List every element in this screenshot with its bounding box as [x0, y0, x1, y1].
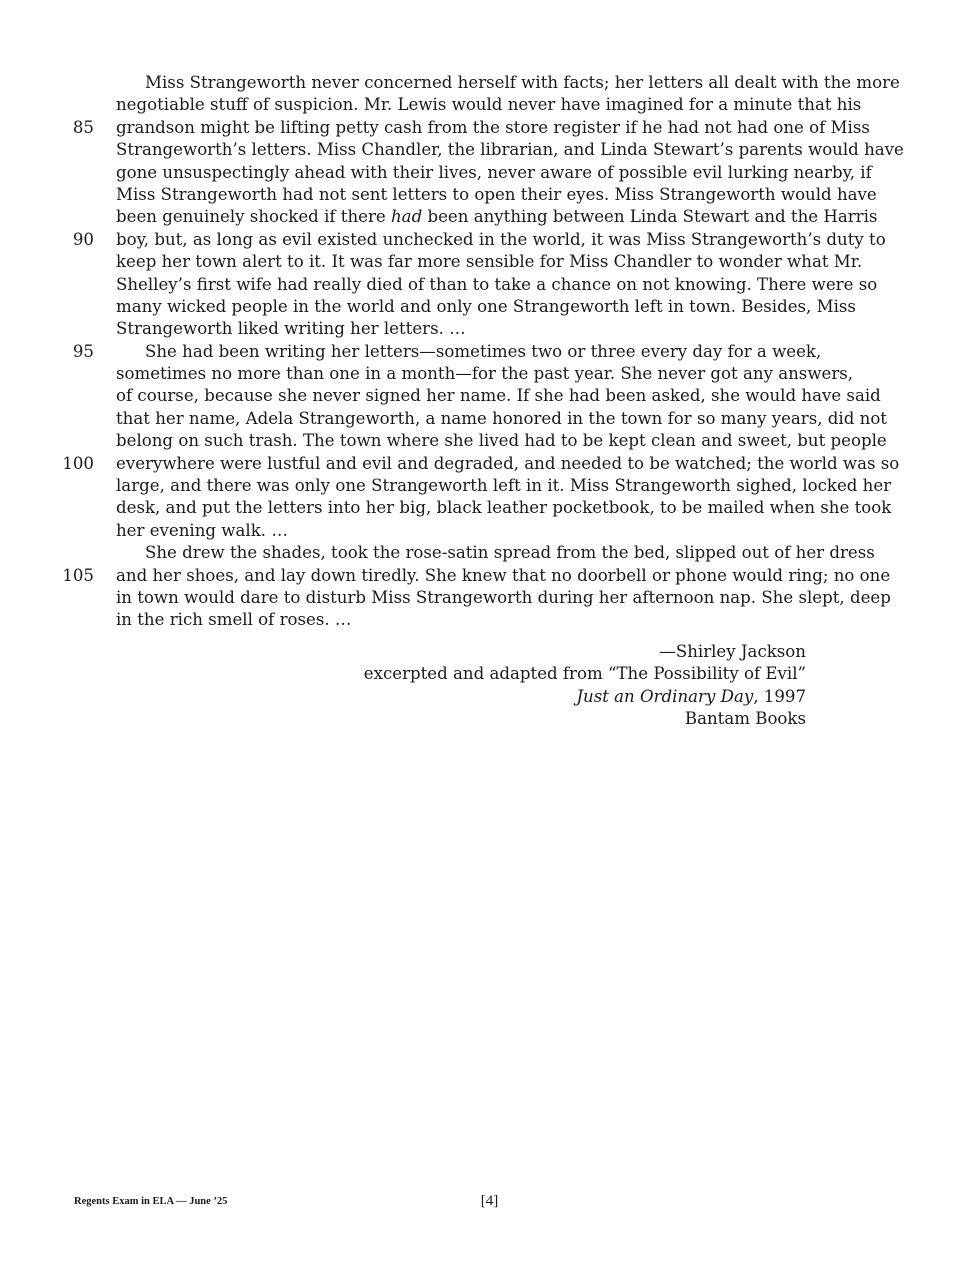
line-text: [116, 94, 862, 116]
line-text: [116, 475, 892, 497]
line-text: [116, 117, 870, 139]
citation-publisher: Bantam Books: [684, 709, 806, 729]
passage-line: [0, 408, 979, 430]
text-run: in town would dare to disturb Miss Strangeworth during her afternoon nap. She slept, deep: [116, 587, 891, 607]
line-number: 105: [62, 565, 94, 585]
passage-line: [0, 251, 979, 273]
passage-line: [0, 274, 979, 296]
text-run: Shelley’s first wife had really died of than to take a chance on not knowing. There were so: [116, 274, 878, 294]
citation-source: excerpted and adapted from “The Possibility of Evil”: [363, 664, 806, 684]
passage-line: [0, 318, 979, 340]
reading-passage: [0, 72, 979, 632]
passage-line: [0, 520, 979, 542]
line-text: [116, 251, 863, 273]
passage-line: [0, 296, 979, 318]
passage-line: [0, 341, 979, 363]
passage-line: [0, 206, 979, 228]
line-text: [116, 296, 856, 318]
emphasis-text: had: [391, 207, 423, 227]
passage-line: [0, 184, 979, 206]
passage-line: [0, 430, 979, 452]
line-number: 95: [72, 341, 94, 361]
text-run: that her name, Adela Strangeworth, a name honored in the town for so many years, did not: [116, 408, 887, 428]
passage-line: [0, 117, 979, 139]
text-run: been genuinely shocked if there: [116, 207, 391, 227]
text-run: She drew the shades, took the rose-satin spread from the bed, slipped out of her dress: [145, 543, 875, 563]
passage-line: [0, 587, 979, 609]
passage-line: [0, 609, 979, 631]
line-text: [116, 385, 881, 407]
line-number: 85: [72, 117, 94, 137]
line-text: [116, 565, 891, 587]
text-run: her evening walk. …: [116, 520, 288, 540]
text-run: of course, because she never signed her name. If she had been asked, she would have said: [116, 386, 881, 406]
line-text: [116, 363, 854, 385]
passage-line: [0, 542, 979, 564]
line-text: [116, 274, 878, 296]
line-text: [116, 184, 877, 206]
passage-line: [0, 497, 979, 519]
citation-block: [364, 641, 806, 731]
passage-line: [0, 363, 979, 385]
text-run: Strangeworth liked writing her letters. …: [116, 319, 466, 339]
passage-line: [0, 139, 979, 161]
text-run: Strangeworth’s letters. Miss Chandler, the librarian, and Linda Stewart’s parents would have: [116, 140, 904, 160]
line-text: [116, 229, 886, 251]
line-text: [116, 408, 887, 430]
passage-line: [0, 475, 979, 497]
line-text: [145, 542, 875, 564]
line-text: [116, 430, 887, 452]
line-text: [116, 587, 891, 609]
line-text: [116, 318, 806, 340]
line-text: [145, 341, 822, 363]
text-run: desk, and put the letters into her big, black leather pocketbook, to be mailed when she took: [116, 498, 892, 518]
footer-exam-label: Regents Exam in ELA — June ’25: [74, 1196, 228, 1207]
text-run: Miss Strangeworth never concerned herself with facts; her letters all dealt with the more: [145, 73, 900, 92]
passage-line: [0, 162, 979, 184]
passage-line: [0, 565, 979, 587]
passage-line: [0, 72, 979, 94]
line-text: [116, 139, 904, 161]
line-text: [116, 520, 806, 542]
text-run: negotiable stuff of suspicion. Mr. Lewis would never have imagined for a minute that his: [116, 95, 862, 115]
text-run: sometimes no more than one in a month—for the past year. She never got any answers,: [116, 364, 854, 384]
line-text: [116, 609, 806, 631]
text-run: She had been writing her letters—sometimes two or three every day for a week,: [145, 341, 822, 361]
text-run: large, and there was only one Strangeworth left in it. Miss Strangeworth sighed, locked her: [116, 476, 892, 496]
page-number: [4]: [480, 1193, 499, 1209]
passage-line: [0, 94, 979, 116]
citation-book-year: , 1997: [753, 686, 806, 706]
passage-line: [0, 229, 979, 251]
passage-line: [0, 453, 979, 475]
text-run: belong on such trash. The town where she lived had to be kept clean and sweet, but people: [116, 431, 887, 451]
citation-author: —Shirley Jackson: [659, 642, 806, 661]
text-run: Miss Strangeworth had not sent letters to open their eyes. Miss Strangeworth would have: [116, 184, 877, 204]
citation-book: [364, 686, 806, 708]
text-run: been anything between Linda Stewart and the Harris: [422, 207, 878, 227]
line-text: [145, 72, 900, 94]
citation-book-title: Just an Ordinary Day: [576, 686, 754, 706]
line-number: 100: [62, 453, 94, 473]
line-number: 90: [72, 229, 94, 249]
line-text: [116, 206, 878, 228]
text-run: grandson might be lifting petty cash from the store register if he had not had one of Miss: [116, 117, 870, 137]
text-run: keep her town alert to it. It was far more sensible for Miss Chandler to wonder what Mr.: [116, 252, 863, 272]
passage-line: [0, 385, 979, 407]
line-text: [116, 162, 872, 184]
line-text: [116, 453, 900, 475]
text-run: boy, but, as long as evil existed unchecked in the world, it was Miss Strangeworth’s duty to: [116, 229, 886, 249]
text-run: gone unsuspectingly ahead with their lives, never aware of possible evil lurking nearby, if: [116, 162, 872, 182]
text-run: everywhere were lustful and evil and degraded, and needed to be watched; the world was so: [116, 453, 900, 473]
text-run: many wicked people in the world and only one Strangeworth left in town. Besides, Miss: [116, 296, 856, 316]
line-text: [116, 497, 892, 519]
text-run: and her shoes, and lay down tiredly. She knew that no doorbell or phone would ring; no one: [116, 565, 891, 585]
text-run: in the rich smell of roses. …: [116, 610, 352, 630]
